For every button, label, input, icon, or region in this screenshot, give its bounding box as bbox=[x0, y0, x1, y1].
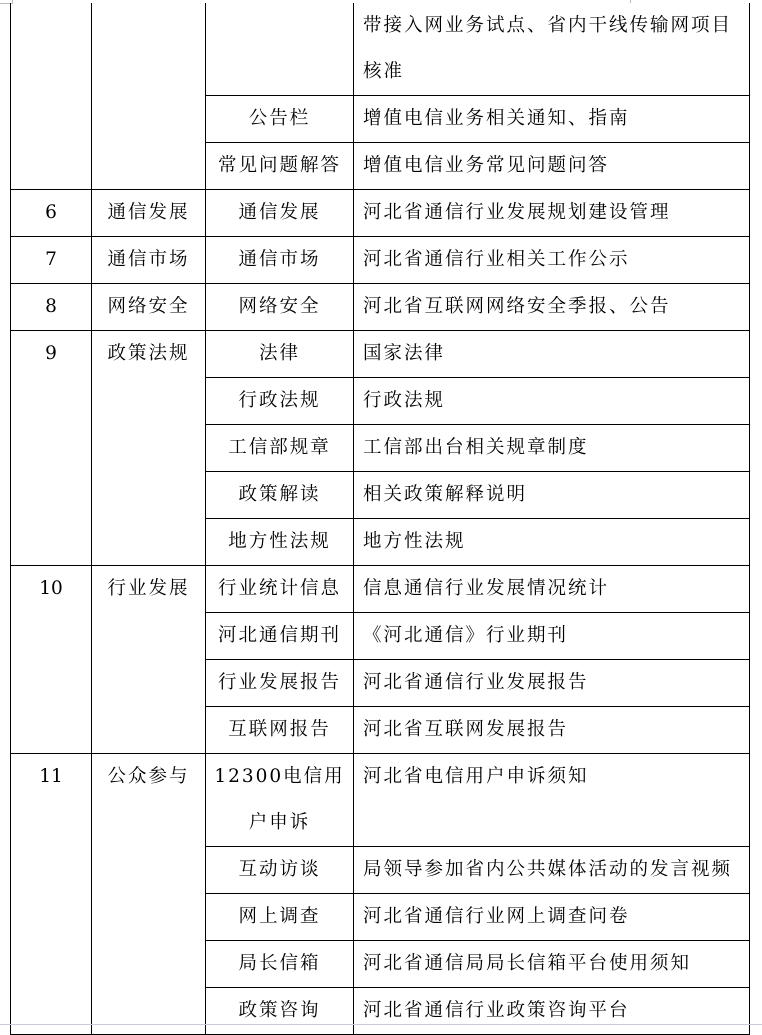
row-number-cell: 10 bbox=[11, 566, 92, 754]
description-cell: 局领导参加省内公共媒体活动的发言视频 bbox=[354, 847, 750, 894]
subcolumn-cell: 河北通信期刊 bbox=[206, 613, 354, 660]
subcolumn-cell: 法律 bbox=[206, 331, 354, 378]
subcolumn-line: 户申诉 bbox=[248, 812, 311, 833]
subcolumn-cell: 通信发展 bbox=[206, 190, 354, 237]
subcolumn-cell: 政策咨询 bbox=[206, 988, 354, 1035]
description-cell: 河北省电信用户申诉须知 bbox=[354, 754, 750, 847]
description-cell: 河北省通信行业发展报告 bbox=[354, 660, 750, 707]
column-name-cell bbox=[92, 3, 206, 190]
description-cell: 国家法律 bbox=[354, 331, 750, 378]
column-name-cell: 公众参与 bbox=[92, 754, 206, 1035]
description-cell: 增值电信业务相关通知、指南 bbox=[354, 96, 750, 143]
table-row bbox=[11, 566, 750, 613]
subcolumn-cell: 局长信箱 bbox=[206, 941, 354, 988]
description-cell: 河北省通信行业发展规划建设管理 bbox=[354, 190, 750, 237]
column-table bbox=[10, 3, 750, 1035]
subcolumn-cell: 通信市场 bbox=[206, 237, 354, 284]
subcolumn-cell: 互动访谈 bbox=[206, 847, 354, 894]
description-line: 核准 bbox=[363, 61, 405, 82]
description-cell: 信息通信行业发展情况统计 bbox=[354, 566, 750, 613]
column-name-cell: 网络安全 bbox=[92, 284, 206, 331]
description-cell: 行政法规 bbox=[354, 378, 750, 425]
row-number-cell: 6 bbox=[11, 190, 92, 237]
subcolumn-cell: 常见问题解答 bbox=[206, 143, 354, 190]
column-name-cell: 行业发展 bbox=[92, 566, 206, 754]
subcolumn-cell: 行业发展报告 bbox=[206, 660, 354, 707]
description-cell: 《河北通信》行业期刊 bbox=[354, 613, 750, 660]
table-row bbox=[11, 284, 750, 331]
description-cell: 河北省通信行业政策咨询平台 bbox=[354, 988, 750, 1035]
description-cell: 工信部出台相关规章制度 bbox=[354, 425, 750, 472]
description-cell: 增值电信业务常见问题问答 bbox=[354, 143, 750, 190]
column-name-cell: 通信市场 bbox=[92, 237, 206, 284]
table-row bbox=[11, 331, 750, 378]
description-line: 带接入网业务试点、省内干线传输网项目 bbox=[363, 15, 733, 36]
column-name-cell: 通信发展 bbox=[92, 190, 206, 237]
description-cell bbox=[354, 3, 750, 96]
description-cell: 河北省互联网网络安全季报、公告 bbox=[354, 284, 750, 331]
description-cell: 河北省通信行业相关工作公示 bbox=[354, 237, 750, 284]
subcolumn-cell bbox=[206, 3, 354, 96]
description-cell: 相关政策解释说明 bbox=[354, 472, 750, 519]
subcolumn-cell: 工信部规章 bbox=[206, 425, 354, 472]
subcolumn-cell: 地方性法规 bbox=[206, 519, 354, 566]
table-row bbox=[11, 3, 750, 96]
subcolumn-cell: 行业统计信息 bbox=[206, 566, 354, 613]
subcolumn-cell bbox=[206, 754, 354, 847]
subcolumn-cell: 公告栏 bbox=[206, 96, 354, 143]
row-number-cell: 11 bbox=[11, 754, 92, 1035]
row-number-cell: 7 bbox=[11, 237, 92, 284]
subcolumn-cell: 互联网报告 bbox=[206, 707, 354, 754]
subcolumn-line: 12300电信用 bbox=[214, 766, 345, 787]
table-row bbox=[11, 190, 750, 237]
description-cell: 河北省通信行业网上调查问卷 bbox=[354, 894, 750, 941]
subcolumn-cell: 政策解读 bbox=[206, 472, 354, 519]
subcolumn-cell: 网络安全 bbox=[206, 284, 354, 331]
column-name-cell: 政策法规 bbox=[92, 331, 206, 566]
table-row bbox=[11, 754, 750, 847]
description-cell: 河北省通信局局长信箱平台使用须知 bbox=[354, 941, 750, 988]
description-cell: 地方性法规 bbox=[354, 519, 750, 566]
row-number-cell: 9 bbox=[11, 331, 92, 566]
description-cell: 河北省互联网发展报告 bbox=[354, 707, 750, 754]
row-number-cell: 8 bbox=[11, 284, 92, 331]
table-row bbox=[11, 237, 750, 284]
subcolumn-cell: 网上调查 bbox=[206, 894, 354, 941]
row-number-cell bbox=[11, 3, 92, 190]
subcolumn-cell: 行政法规 bbox=[206, 378, 354, 425]
